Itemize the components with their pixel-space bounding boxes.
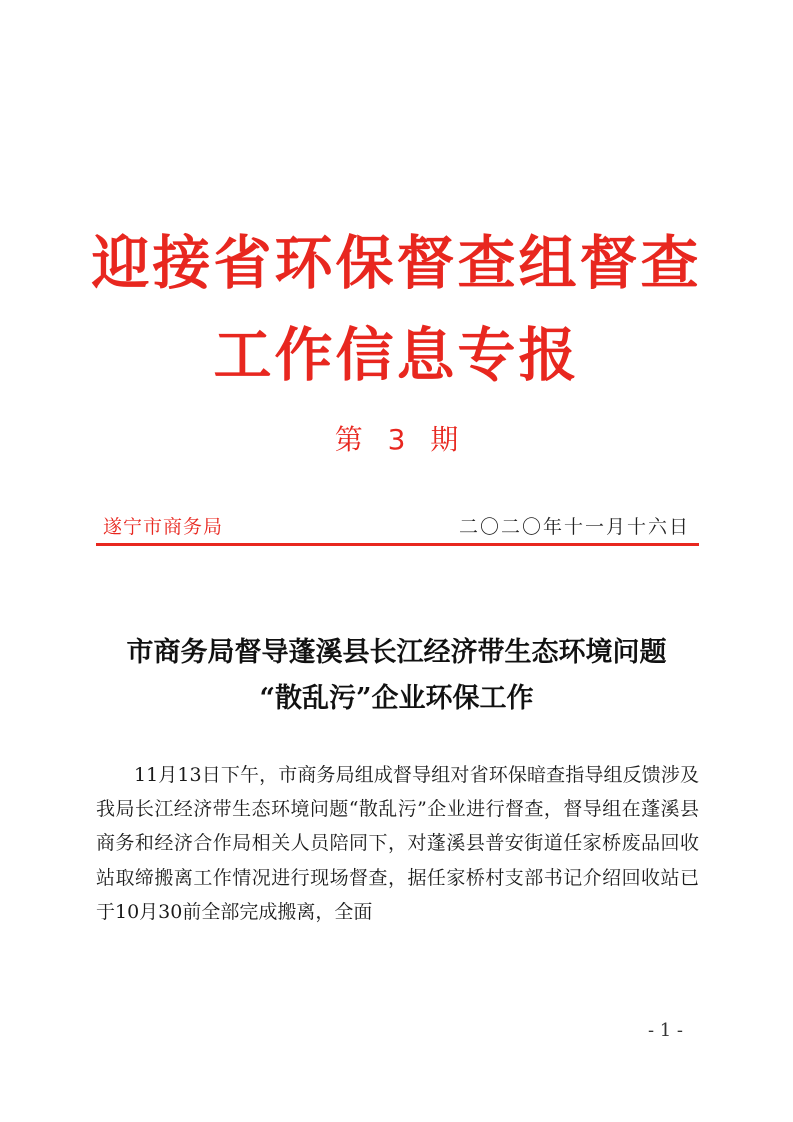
issue-number: 第 3 期 [334, 423, 459, 456]
page-number: - 1 - [647, 1020, 683, 1041]
issue-date: 二〇二〇年十一月十六日 [458, 516, 690, 538]
article-body-paragraph: 11月13日下午，市商务局组成督导组对省环保暗查指导组反馈涉及我局长江经济带生态环境问题“散乱污”企业进行督查，督导组在蓬溪县商务和经济合作局相关人员陪同下，对蓬溪县普安街道任家桥废品回收站取缔搬离工作情况进行现场督查，据任家桥村支部书记介绍回收站已于10月30前全部完成搬离，全面 [96, 764, 699, 923]
masthead-title-line-1: 迎接省环保督查组督查 [91, 229, 702, 297]
masthead-title-line-2: 工作信息专报 [213, 321, 580, 389]
issuing-agency: 遂宁市商务局 [103, 516, 224, 538]
article-headline-line-2: “散乱污”企业环保工作 [259, 683, 534, 714]
red-separator-rule [96, 543, 699, 546]
article-headline-line-1: 市商务局督导蓬溪县长江经济带生态环境问题 [126, 637, 667, 668]
